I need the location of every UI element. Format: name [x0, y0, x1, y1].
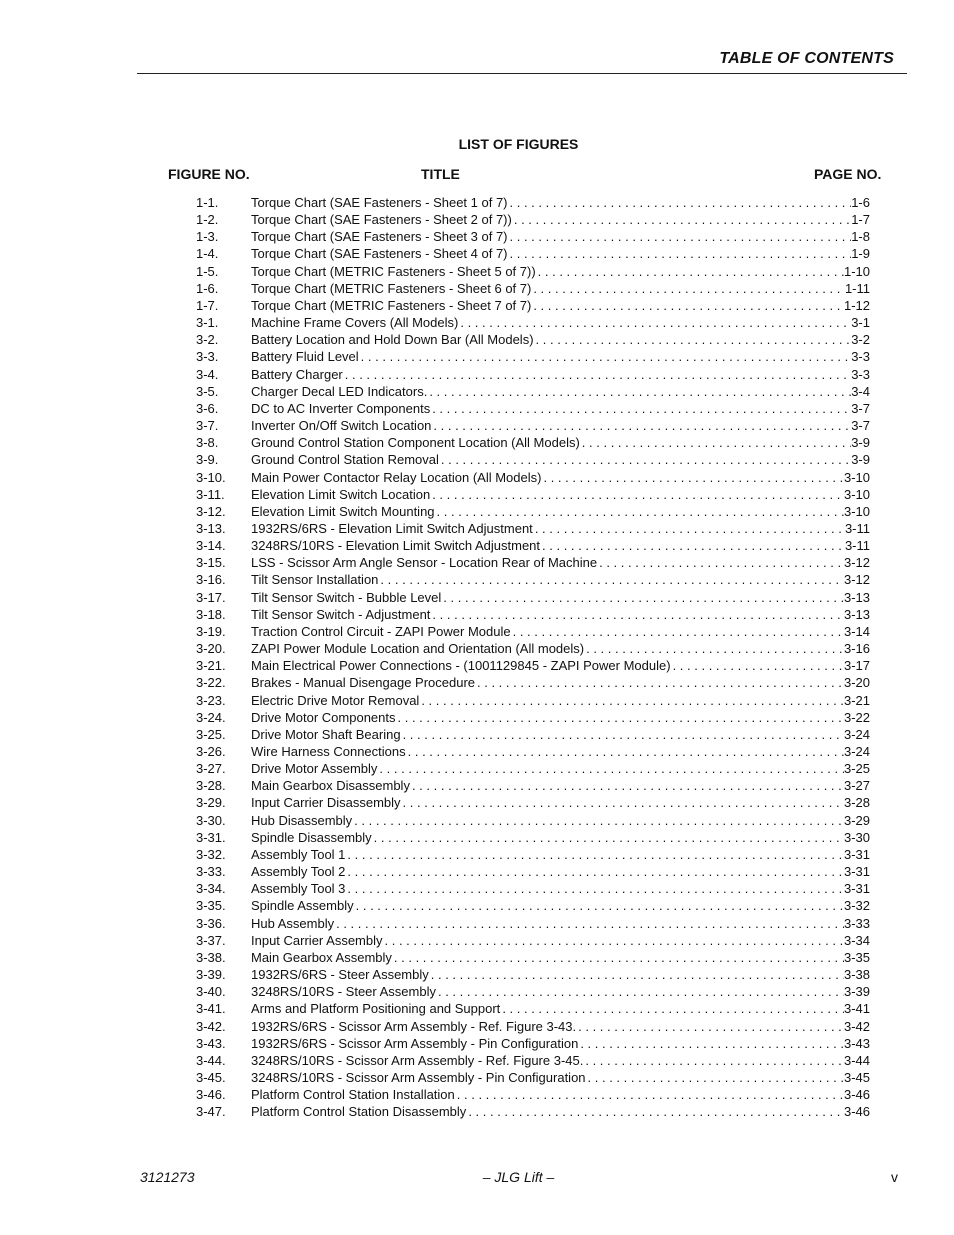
- figure-page: 3-12: [843, 572, 870, 588]
- figure-row[interactable]: [196, 692, 870, 709]
- figure-title: Tilt Sensor Switch - Adjustment: [251, 606, 431, 622]
- dot-leader: [354, 897, 844, 914]
- figure-number: 3-47.: [196, 1104, 226, 1120]
- figure-title: Traction Control Circuit - ZAPI Power Module: [251, 623, 511, 639]
- figure-row[interactable]: [196, 1103, 870, 1120]
- figure-page: 3-7: [851, 418, 870, 434]
- dot-leader: [352, 812, 844, 829]
- figure-row[interactable]: [196, 194, 870, 211]
- dot-leader: [359, 348, 852, 365]
- footer-center: – JLG Lift –: [482, 1169, 555, 1185]
- figure-page: 3-29: [843, 812, 870, 828]
- figure-title: 1932RS/6RS - Elevation Limit Switch Adjustment: [251, 520, 533, 536]
- figure-number: 3-35.: [196, 898, 226, 914]
- figure-number: 3-19.: [196, 623, 226, 639]
- figure-number: 1-6.: [196, 280, 219, 296]
- figure-row[interactable]: [196, 726, 870, 743]
- figure-title: Drive Motor Components: [251, 709, 396, 725]
- figure-number: 3-46.: [196, 1087, 226, 1103]
- figure-page: 3-43: [843, 1035, 870, 1051]
- column-header-figure-no: FIGURE NO.: [168, 166, 250, 182]
- figure-title: Ground Control Station Component Location (All Models): [251, 435, 580, 451]
- figure-page: 3-27: [843, 778, 870, 794]
- figure-number: 3-2.: [196, 332, 219, 348]
- dot-leader: [377, 760, 844, 777]
- dot-leader: [583, 1052, 844, 1069]
- figure-page: 3-45: [843, 1069, 870, 1085]
- dot-leader: [401, 726, 844, 743]
- dot-leader: [429, 966, 844, 983]
- figure-number: 3-8.: [196, 435, 219, 451]
- figure-number: 3-6.: [196, 400, 219, 416]
- figure-page: 3-39: [843, 984, 870, 1000]
- figure-row[interactable]: [196, 1018, 870, 1035]
- figure-title: Assembly Tool 3: [251, 881, 346, 897]
- figure-title: Ground Control Station Removal: [251, 452, 439, 468]
- figure-row[interactable]: [196, 606, 870, 623]
- figure-page: 3-7: [851, 400, 870, 416]
- figure-row[interactable]: [196, 245, 870, 262]
- figure-title: Electric Drive Motor Removal: [251, 692, 420, 708]
- figure-page: 3-42: [843, 1018, 870, 1034]
- figure-number: 3-26.: [196, 744, 226, 759]
- dot-leader: [584, 640, 844, 657]
- figure-page: 3-3: [851, 349, 870, 365]
- figure-title: Torque Chart (METRIC Fasteners - Sheet 7 of 7): [251, 297, 532, 313]
- figure-page: 3-28: [843, 795, 870, 811]
- figure-number: 3-11.: [196, 486, 225, 502]
- dot-leader: [534, 331, 852, 348]
- dot-leader: [430, 606, 844, 623]
- figure-number: 3-7.: [196, 418, 219, 434]
- figure-number: 3-28.: [196, 778, 226, 794]
- figure-title: Torque Chart (SAE Fasteners - Sheet 2 of 7)): [251, 212, 512, 228]
- figure-title: LSS - Scissor Arm Angle Sensor - Location Rear of Machine: [251, 555, 598, 571]
- dot-leader: [430, 486, 844, 503]
- figure-title: Main Gearbox Disassembly: [251, 778, 410, 794]
- figure-row[interactable]: [196, 932, 870, 949]
- figure-page: 3-13: [843, 589, 870, 605]
- figure-title: Input Carrier Disassembly: [251, 795, 401, 811]
- figure-page: 3-11: [844, 538, 870, 554]
- figure-page: 1-8: [851, 229, 870, 245]
- figure-page: 3-13: [843, 606, 870, 622]
- figure-number: 1-7.: [196, 297, 219, 313]
- dot-leader: [343, 366, 851, 383]
- figure-page: 3-24: [843, 744, 870, 759]
- dot-leader: [508, 228, 852, 245]
- figure-number: 3-31.: [196, 829, 226, 845]
- figure-row[interactable]: [196, 915, 870, 932]
- figure-row[interactable]: [196, 571, 870, 588]
- figure-row[interactable]: [196, 983, 870, 1000]
- dot-leader: [345, 880, 844, 897]
- figure-title: Drive Motor Assembly: [251, 761, 378, 777]
- figure-page: 3-14: [843, 623, 870, 639]
- dot-leader: [512, 211, 851, 228]
- figure-number: 3-32.: [196, 846, 226, 862]
- figure-row[interactable]: [196, 520, 870, 537]
- dot-leader: [576, 1018, 844, 1035]
- dot-leader: [401, 794, 844, 811]
- dot-leader: [540, 537, 845, 554]
- figure-row[interactable]: [196, 434, 870, 451]
- figure-title: Arms and Platform Positioning and Support: [251, 1001, 501, 1017]
- figure-number: 3-3.: [196, 349, 219, 365]
- figure-page: 1-10: [843, 263, 870, 279]
- dot-leader: [383, 932, 844, 949]
- figure-title: Battery Fluid Level: [251, 349, 359, 365]
- figure-number: 1-2.: [196, 212, 219, 228]
- figure-title: Torque Chart (METRIC Fasteners - Sheet 6 of 7): [251, 280, 532, 296]
- figure-row[interactable]: [196, 640, 870, 657]
- figure-page: 3-3: [851, 366, 870, 382]
- figure-number: 3-34.: [196, 881, 226, 897]
- figure-page: 3-11: [844, 520, 870, 536]
- figure-page: 3-12: [843, 555, 870, 571]
- figure-page: 3-9: [851, 435, 870, 451]
- dot-leader: [531, 280, 845, 297]
- figure-title: Tilt Sensor Installation: [251, 572, 379, 588]
- figure-number: 3-14.: [196, 538, 226, 554]
- figure-number: 3-42.: [196, 1018, 226, 1034]
- figure-title: 3248RS/10RS - Scissor Arm Assembly - Ref. Figure 3-45.: [251, 1052, 584, 1068]
- figure-number: 3-45.: [196, 1069, 226, 1085]
- figure-title: DC to AC Inverter Components: [251, 400, 431, 416]
- figure-row[interactable]: [196, 451, 870, 468]
- dot-leader: [531, 297, 844, 314]
- figure-row[interactable]: [196, 760, 870, 777]
- figure-number: 3-38.: [196, 949, 226, 965]
- figure-row[interactable]: [196, 949, 870, 966]
- figure-row[interactable]: [196, 863, 870, 880]
- figure-page: 3-32: [843, 898, 870, 914]
- figure-number: 3-21.: [196, 658, 226, 674]
- figure-number: 3-40.: [196, 984, 226, 1000]
- figure-number: 3-5.: [196, 383, 219, 399]
- figure-page: 1-9: [851, 246, 870, 262]
- figure-number: 3-1.: [196, 315, 219, 331]
- figure-title: 3248RS/10RS - Scissor Arm Assembly - Pin Configuration: [251, 1069, 586, 1085]
- figure-page: 3-31: [843, 864, 870, 880]
- figure-number: 1-3.: [196, 229, 219, 245]
- figure-row[interactable]: [196, 348, 870, 365]
- figure-title: Input Carrier Assembly: [251, 932, 383, 948]
- dot-leader: [533, 520, 845, 537]
- figure-title: Brakes - Manual Disengage Procedure: [251, 675, 476, 691]
- list-title: LIST OF FIGURES: [458, 136, 579, 152]
- figure-title: Torque Chart (SAE Fasteners - Sheet 1 of 7): [251, 195, 508, 210]
- dot-leader: [378, 571, 844, 588]
- figure-row[interactable]: [196, 486, 870, 503]
- figure-row[interactable]: [196, 966, 870, 983]
- dot-leader: [345, 846, 844, 863]
- figure-page: 3-44: [843, 1052, 870, 1068]
- figure-row[interactable]: [196, 400, 870, 417]
- dot-leader: [439, 451, 851, 468]
- figure-page: 3-46: [843, 1087, 870, 1103]
- figure-row[interactable]: [196, 383, 870, 400]
- dot-leader: [541, 469, 844, 486]
- figure-row[interactable]: [196, 537, 870, 554]
- figure-number: 3-30.: [196, 812, 226, 828]
- dot-leader: [597, 554, 844, 571]
- figure-page: 3-1: [851, 315, 870, 331]
- figure-title: Battery Charger: [251, 366, 343, 382]
- figure-row[interactable]: [196, 623, 870, 640]
- figure-number: 3-10.: [196, 469, 226, 485]
- header-rule: [137, 73, 907, 74]
- figure-page: 3-30: [843, 829, 870, 845]
- figure-row[interactable]: [196, 228, 870, 245]
- figure-number: 1-5.: [196, 263, 219, 279]
- figure-page: 3-10: [843, 503, 870, 519]
- figure-page: 1-11: [844, 280, 870, 296]
- figure-row[interactable]: [196, 846, 870, 863]
- figure-title: Assembly Tool 2: [251, 864, 346, 880]
- figure-row[interactable]: [196, 880, 870, 897]
- figure-title: 1932RS/6RS - Scissor Arm Assembly - Pin Configuration: [251, 1035, 579, 1051]
- figure-title: Assembly Tool 1: [251, 846, 346, 862]
- figure-title: Charger Decal LED Indicators.: [251, 383, 428, 399]
- figure-title: Elevation Limit Switch Mounting: [251, 503, 435, 519]
- figure-number: 3-44.: [196, 1052, 226, 1068]
- figure-number: 3-9.: [196, 452, 219, 468]
- figure-page: 3-21: [843, 692, 870, 708]
- dot-leader: [410, 777, 844, 794]
- figure-row[interactable]: [196, 897, 870, 914]
- dot-leader: [430, 400, 851, 417]
- figure-number: 3-27.: [196, 761, 226, 777]
- figure-number: 3-37.: [196, 932, 226, 948]
- column-header-title: TITLE: [421, 166, 460, 182]
- dot-leader: [419, 692, 844, 709]
- figure-title: 1932RS/6RS - Scissor Arm Assembly - Ref. Figure 3-43.: [251, 1018, 577, 1034]
- figure-row[interactable]: [196, 366, 870, 383]
- figure-number: 3-24.: [196, 709, 226, 725]
- figure-title: Elevation Limit Switch Location: [251, 486, 431, 502]
- dot-leader: [334, 915, 844, 932]
- figure-row[interactable]: [196, 280, 870, 297]
- figure-number: 3-16.: [196, 572, 226, 588]
- figure-page: 3-38: [843, 967, 870, 983]
- figure-title: Main Gearbox Assembly: [251, 949, 392, 965]
- figure-page: 3-31: [843, 846, 870, 862]
- figure-page: 3-35: [843, 949, 870, 965]
- dot-leader: [500, 1000, 844, 1017]
- figure-row[interactable]: [196, 794, 870, 811]
- figure-number: 3-23.: [196, 692, 226, 708]
- figure-row[interactable]: [196, 503, 870, 520]
- dot-leader: [508, 245, 852, 262]
- dot-leader: [508, 194, 852, 211]
- figure-number: 3-22.: [196, 675, 226, 691]
- dot-leader: [466, 1103, 844, 1120]
- figure-page: 3-10: [843, 486, 870, 502]
- figure-title: Spindle Disassembly: [251, 829, 372, 845]
- dot-leader: [475, 674, 844, 691]
- figure-page: 3-16: [843, 641, 870, 657]
- figure-number: 3-18.: [196, 606, 226, 622]
- figure-row[interactable]: [196, 331, 870, 348]
- figure-list: [196, 194, 870, 1120]
- dot-leader: [671, 657, 844, 674]
- dot-leader: [427, 383, 851, 400]
- dot-leader: [586, 1069, 844, 1086]
- figure-title: Machine Frame Covers (All Models): [251, 315, 459, 331]
- figure-row[interactable]: [196, 1035, 870, 1052]
- figure-page: 3-2: [851, 332, 870, 348]
- figure-title: Torque Chart (SAE Fasteners - Sheet 3 of 7): [251, 229, 508, 245]
- figure-row[interactable]: [196, 314, 870, 331]
- figure-title: Main Electrical Power Connections - (1001129845 - ZAPI Power Module): [251, 658, 671, 674]
- dot-leader: [436, 983, 844, 1000]
- figure-number: 1-1.: [196, 195, 219, 210]
- dot-leader: [435, 503, 844, 520]
- figure-title: Torque Chart (SAE Fasteners - Sheet 4 of 7): [251, 246, 508, 262]
- figure-row[interactable]: [196, 1069, 870, 1086]
- dot-leader: [441, 589, 844, 606]
- figure-title: ZAPI Power Module Location and Orientation (All models): [251, 641, 585, 657]
- figure-page: 3-24: [843, 726, 870, 742]
- figure-row[interactable]: [196, 1000, 870, 1017]
- figure-title: Drive Motor Shaft Bearing: [251, 726, 401, 742]
- figure-page: 3-4: [851, 383, 870, 399]
- figure-number: 3-4.: [196, 366, 219, 382]
- figure-title: 1932RS/6RS - Steer Assembly: [251, 967, 429, 983]
- figure-title: Tilt Sensor Switch - Bubble Level: [251, 589, 442, 605]
- figure-title: Hub Disassembly: [251, 812, 353, 828]
- figure-page: 3-22: [843, 709, 870, 725]
- figure-page: 3-20: [843, 675, 870, 691]
- dot-leader: [458, 314, 851, 331]
- figure-page: 1-7: [851, 212, 870, 228]
- figure-row[interactable]: [196, 709, 870, 726]
- figure-row[interactable]: [196, 1052, 870, 1069]
- figure-row[interactable]: [196, 829, 870, 846]
- figure-page: 1-12: [843, 297, 870, 313]
- figure-title: 3248RS/10RS - Elevation Limit Switch Adjustment: [251, 538, 541, 554]
- figure-number: 3-17.: [196, 589, 226, 605]
- figure-page: 3-41: [843, 1001, 870, 1017]
- figure-row[interactable]: [196, 674, 870, 691]
- dot-leader: [406, 743, 844, 760]
- dot-leader: [511, 623, 844, 640]
- dot-leader: [431, 417, 851, 434]
- figure-page: 3-9: [851, 452, 870, 468]
- figure-number: 3-25.: [196, 726, 226, 742]
- figure-page: 3-31: [843, 881, 870, 897]
- figure-page: 3-46: [843, 1104, 870, 1120]
- figure-page: 3-34: [843, 932, 870, 948]
- figure-title: Hub Assembly: [251, 915, 335, 931]
- figure-number: 1-4.: [196, 246, 219, 262]
- figure-title: Main Power Contactor Relay Location (All Models): [251, 469, 542, 485]
- figure-number: 3-43.: [196, 1035, 226, 1051]
- figure-number: 3-39.: [196, 967, 226, 983]
- figure-row[interactable]: [196, 554, 870, 571]
- figure-title: Platform Control Station Disassembly: [251, 1104, 467, 1120]
- column-header-page-no: PAGE NO.: [814, 166, 882, 182]
- figure-number: 3-41.: [196, 1001, 226, 1017]
- figure-row[interactable]: [196, 211, 870, 228]
- figure-page: 3-25: [843, 761, 870, 777]
- figure-row[interactable]: [196, 657, 870, 674]
- dot-leader: [345, 863, 844, 880]
- figure-title: Battery Location and Hold Down Bar (All Models): [251, 332, 534, 348]
- figure-title: 3248RS/10RS - Steer Assembly: [251, 984, 436, 1000]
- figure-title: Spindle Assembly: [251, 898, 354, 914]
- figure-title: Inverter On/Off Switch Location: [251, 418, 432, 434]
- figure-page: 3-10: [843, 469, 870, 485]
- figure-row[interactable]: [196, 1086, 870, 1103]
- footer-doc-number: 3121273: [140, 1169, 195, 1185]
- figure-row[interactable]: [196, 777, 870, 794]
- figure-number: 3-13.: [196, 520, 226, 536]
- figure-number: 3-20.: [196, 641, 226, 657]
- figure-row[interactable]: [196, 589, 870, 606]
- figure-number: 3-36.: [196, 915, 226, 931]
- dot-leader: [372, 829, 844, 846]
- dot-leader: [455, 1086, 844, 1103]
- figure-row[interactable]: [196, 417, 870, 434]
- figure-page: 1-6: [851, 195, 870, 210]
- dot-leader: [578, 1035, 844, 1052]
- dot-leader: [392, 949, 844, 966]
- figure-number: 3-33.: [196, 864, 226, 880]
- figure-number: 3-15.: [196, 555, 226, 571]
- figure-row[interactable]: [196, 263, 870, 280]
- figure-title: Platform Control Station Installation: [251, 1087, 455, 1103]
- figure-row[interactable]: [196, 297, 870, 314]
- figure-row[interactable]: [196, 743, 870, 760]
- figure-row[interactable]: [196, 469, 870, 486]
- footer-page-number: v: [891, 1169, 898, 1185]
- figure-row[interactable]: [196, 812, 870, 829]
- figure-title: Torque Chart (METRIC Fasteners - Sheet 5 of 7)): [251, 263, 536, 279]
- dot-leader: [580, 434, 851, 451]
- figure-page: 3-33: [843, 915, 870, 931]
- dot-leader: [536, 263, 844, 280]
- figure-number: 3-12.: [196, 503, 226, 519]
- dot-leader: [396, 709, 844, 726]
- figure-page: 3-17: [843, 658, 870, 674]
- figure-number: 3-29.: [196, 795, 226, 811]
- figure-title: Wire Harness Connections: [251, 744, 406, 759]
- header-title: TABLE OF CONTENTS: [719, 50, 894, 67]
